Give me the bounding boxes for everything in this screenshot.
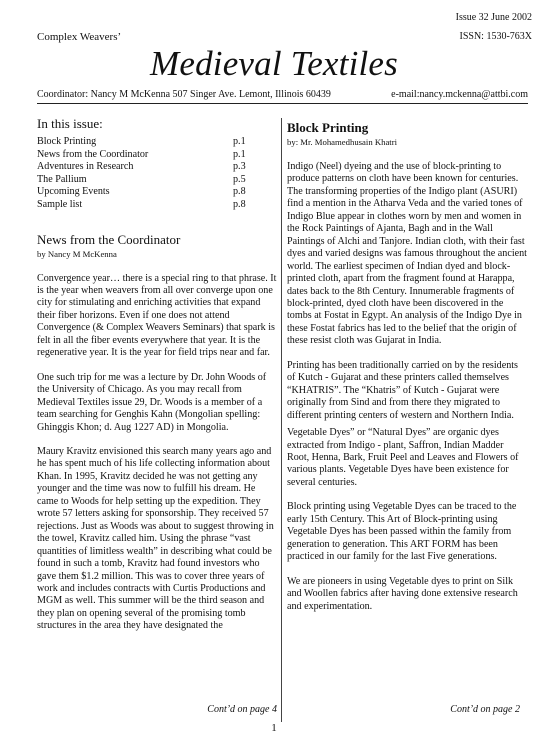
article-paragraph: Printing has been traditionally carried on by the residents of Kutch - Gujarat and these printers called themselves “KHATRIS”. The “Khatris” of Kutch - Gujarat were originally from Sind and from there they migrated to different printing centers of western and Northern India.	[287, 359, 518, 421]
toc-item-title: Sample list	[37, 198, 83, 210]
toc-item-title: Block Printing	[37, 136, 97, 147]
article-paragraph: One such trip for me was a lecture by Dr. John Woods of the University of Chicago. As you may recall from Medieval Textiles issue 29, Dr. Woods is a member of a team searching for Genghis Kahn (Mongolian spelling: Ghinggis Khon; d. Aug 1227 AD) in Mongolia.	[37, 371, 267, 433]
column-divider	[281, 118, 282, 722]
toc-item-page: p.1	[233, 148, 246, 160]
block-printing-article	[287, 120, 527, 613]
article-byline: by Nancy M McKenna	[37, 248, 117, 259]
toc-heading: In this issue:	[37, 116, 103, 131]
coordinator-address: Coordinator: Nancy M McKenna 507 Singer Ave. Lemont, Illinois 60439	[37, 89, 331, 100]
newsletter-title: Medieval Textiles	[149, 44, 398, 83]
toc-item-page: p.5	[233, 173, 246, 185]
article-paragraph: We are pioneers in using Vegetable dyes to print on Silk and Woollen fabrics after having done extensive research and experimentation.	[287, 575, 518, 612]
toc-item-page: p.3	[233, 161, 246, 173]
issn: ISSN: 1530-763X	[459, 31, 532, 42]
coordinator-email[interactable]: e-mail:nancy.mckenna@attbi.com	[391, 89, 528, 100]
toc-item-title: The Pallium	[37, 173, 87, 185]
toc-item-page: p.8	[233, 198, 246, 210]
masthead-divider	[37, 103, 528, 104]
toc-item-page: p.8	[233, 186, 246, 198]
toc-item[interactable]	[37, 199, 277, 212]
article-heading: News from the Coordinator	[37, 231, 181, 247]
article-paragraph: Maury Kravitz envisioned this search many years ago and he has spent much of his life collecting information about Khan. In 1995, Kravitz decided he was not getting any younger and the time was now to fulfill his dream. He came to Woods for help setting up the expedition. They wrote 57 letters asking for sponsorship. They received 57 rejections. Just as Woods was about to suggest throwing in the towel, Kravitz called him. Using the phrase “vast quantities of limitless wealth” in describing what could be found in such a tomb, Kravitz had found investors who gave them $1.2 million. This was to cover three years of work and includes contracts with Curtis Productions and MGM as well. This summer will be the third season and they plan on opening several of the promising tomb structures in the area they have designated the	[37, 446, 274, 632]
page-number: 1	[271, 722, 277, 734]
article-paragraph: Convergence year… there is a special ring to that phrase. It is the year when weavers from all over converge upon one city for stimulating and enriching activities that expand their fiber horizons. Even if one does not attend Convergence (& Complex Weavers Seminars) that spark is felt in all the fiber events everywhere that year. It is the regenerative year. It is the year for field trips near and far.	[37, 272, 277, 359]
article-paragraph: Vegetable Dyes” or “Natural Dyes” are organic dyes extracted from Indigo - plant, Saffron, Indian Madder Root, Henna, Bark, Fruit Peel and Leaves and Flowers of various plants. Vegetable Dyes have been existence for several centuries.	[287, 427, 519, 488]
right-column	[287, 116, 527, 613]
toc-item[interactable]	[37, 174, 277, 187]
continued-notice: Cont’d on page 2	[450, 704, 520, 715]
article-paragraph: Block printing using Vegetable Dyes can be traced to the early 15th Century. This Art of Block-printing using Vegetable Dyes has been passed within the family from generation to generation. This ART FORM has been practiced in our family for the last Five generations.	[287, 501, 517, 563]
article-paragraph: Indigo (Neel) dyeing and the use of block-printing to produce patterns on cloth have been known for centuries. The transforming properties of the Indigo plant (ASURI) find a mention in the Atharva Veda and the varied tones of Indigo Blue appear in clothes worn by men and women in the Rock Paintings of Ajanta, Bagh and in the Wall Paintings of Alchi and Tanjore. Indian cloth, with their fast dyes and varied designs was famous throughout the ancient world. The earliest specimen of Indian dyed and block-printed cloth, apart from the fragment found at Harappa, dates back to the 8th Century. Innumerable fragments of block-printed, dyed cloth have been discovered in the tombs at Fostat in Egypt. An analysis of the Indigo Dye in these Fostat fabrics has led to the belief that the origin of these resist cloth was Gujarat in India.	[287, 161, 527, 347]
news-article	[37, 232, 277, 633]
toc-item-title: Upcoming Events	[37, 186, 110, 198]
toc-item[interactable]	[37, 149, 277, 162]
table-of-contents	[37, 116, 277, 212]
organization-name: Complex Weavers’	[37, 31, 122, 43]
article-byline: by: Mr. Mohamedhusain Khatri	[287, 137, 398, 147]
toc-item-page: p.1	[233, 136, 246, 147]
toc-item[interactable]	[37, 136, 277, 149]
toc-item[interactable]	[37, 186, 277, 199]
toc-item-title: Adventures in Research	[37, 161, 134, 173]
toc-item[interactable]	[37, 161, 277, 174]
toc-item-title: News from the Coordinator	[37, 148, 149, 160]
issue-number: Issue 32 June 2002	[455, 12, 532, 23]
continued-notice: Cont’d on page 4	[207, 704, 277, 715]
article-heading: Block Printing	[287, 120, 369, 135]
left-column	[37, 116, 277, 633]
